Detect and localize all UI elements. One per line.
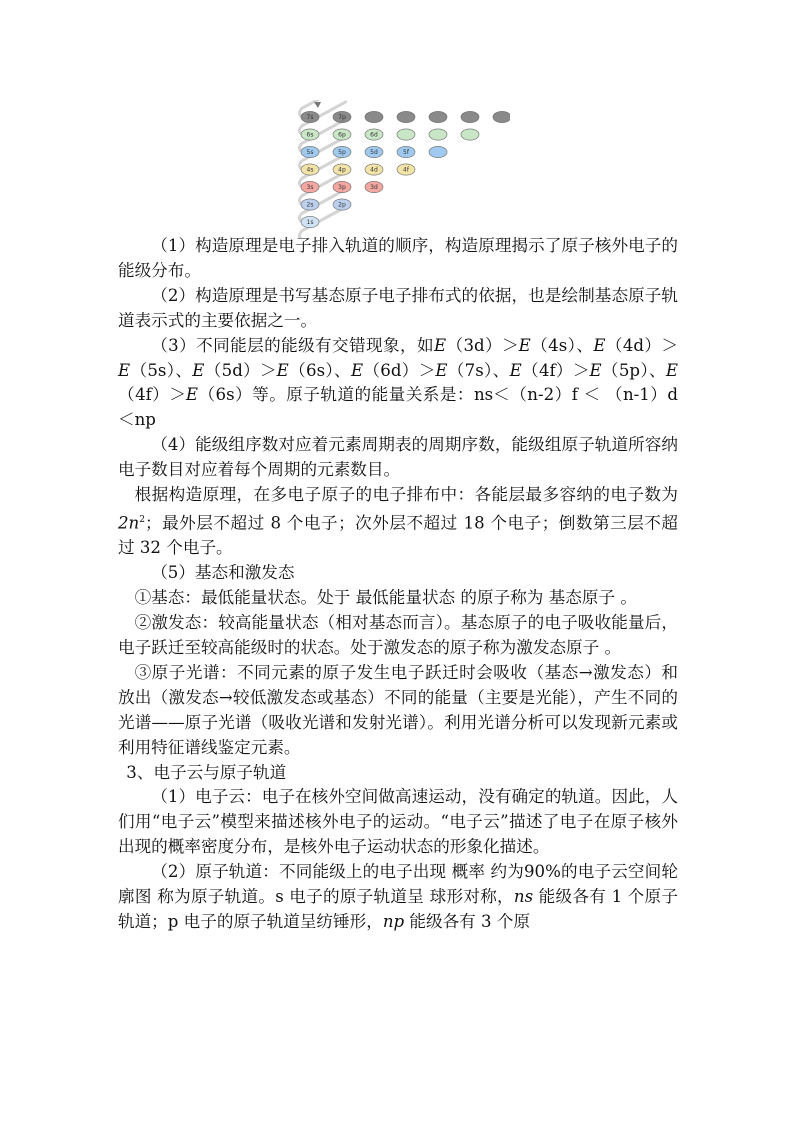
document-body [118, 234, 678, 935]
paragraph-5: 根据构造原理，在多电子原子的电子排布中：各能层最多容纳的电子数为$2n^2$；最外层不超过 8 个电子；次外层不超过 18 个电子；倒数第三层不超过 32 个电子。 [118, 485, 678, 558]
orbital-ellipse [397, 111, 415, 122]
section-heading: 3、电子云与原子轨道 [126, 762, 287, 782]
orbital-label: 6d [370, 131, 378, 139]
orbital-ellipse [429, 111, 447, 122]
orbital-label: 5f [403, 149, 409, 156]
orbital-label: 7p [338, 114, 346, 121]
paragraph-8: ②激发态：较高能量状态（相对基态而言）。基态原子的电子吸收能量后，电子跃迁至较高能级时的状态。处于激发态的原子称为激发态原子 。 [118, 613, 678, 658]
paragraph-3: （3）不同能层的能级有交错现象，如E（3d）＞E（4s）、E（4d）＞E（5s）、E（5d）＞E（6s）、E（6d）＞E（7s）、E（4f）＞E（5p）、E（4f）＞E（6s）等。原子轨道的能量关系是：ns＜（n-2）f ＜ （n-1）d ＜np [118, 335, 678, 430]
orbital-label: 4d [370, 166, 378, 174]
paragraph-7: ①基态：最低能量状态。处于 最低能量状态 的原子称为 基态原子 。 [134, 588, 637, 608]
paragraph-2: （2）构造原理是书写基态原子电子排布式的依据，也是绘制基态原子轨道表示式的主要依据之一。 [118, 285, 678, 330]
orbital-ellipse [365, 111, 383, 122]
aufbau-orbitals [301, 111, 510, 227]
paragraph-9: ③原子光谱：不同元素的原子发生电子跃迁时会吸收（基态→激发态）和放出（激发态→较低激发态或基态）不同的能量（主要是光能），产生不同的光谱——原子光谱（吸收光谱和发射光谱）。利用光谱分析可以发现新元素或利用特征谱线鉴定元素。 [118, 662, 678, 757]
orbital-label: 4s [306, 166, 314, 174]
orbital-label: 4f [403, 166, 409, 174]
orbital-label: 3p [338, 184, 346, 191]
paragraph-6: （5）基态和激发态 [151, 563, 295, 583]
orbital-ellipse [429, 146, 447, 157]
orbital-label: 4p [338, 166, 346, 174]
orbital-label: 5p [338, 149, 346, 156]
orbital-ellipse [397, 129, 415, 140]
orbital-ellipse [461, 129, 479, 140]
paragraph-4: （4）能级组序数对应着元素周期表的周期序数，能级组原子轨道所容纳电子数目对应着每个周期的元素数目。 [118, 435, 678, 480]
paragraph-1: （1）构造原理是电子排入轨道的顺序，构造原理揭示了原子核外电子的能级分布。 [118, 236, 678, 280]
orbital-label: 3s [306, 184, 314, 191]
orbital-ellipse [461, 111, 479, 122]
orbital-ellipse [493, 111, 510, 122]
orbital-label: 5d [370, 149, 378, 156]
paragraph-11: （2）原子轨道：不同能级上的电子出现 概率 约为90%的电子云空间轮廓图 称为原子轨道。s 电子的原子轨道呈 球形对称，ns 能级各有 1 个原子轨道；p 电子的原子轨道呈纺锤形，np 能级各有 3 个原 [118, 862, 678, 931]
orbital-label: 2p [338, 201, 346, 209]
orbital-ellipse [429, 129, 447, 140]
orbital-label: 6s [306, 131, 314, 139]
orbital-label: 5s [306, 149, 314, 156]
paragraph-10: （1）电子云：电子在核外空间做高速运动，没有确定的轨道。因此，人们用“电子云”模型来描述核外电子的运动。“电子云”描述了电子在原子核外出现的概率密度分布，是核外电子运动状态的形象化描述。 [118, 787, 678, 857]
aufbau-diagram [288, 100, 510, 238]
arrow-head-icon [314, 102, 321, 108]
orbital-label: 6p [338, 131, 346, 139]
orbital-label: 2s [306, 201, 314, 209]
orbital-label: 3d [370, 184, 378, 191]
orbital-label: 7s [306, 114, 314, 121]
orbital-label: 1s [306, 219, 314, 226]
